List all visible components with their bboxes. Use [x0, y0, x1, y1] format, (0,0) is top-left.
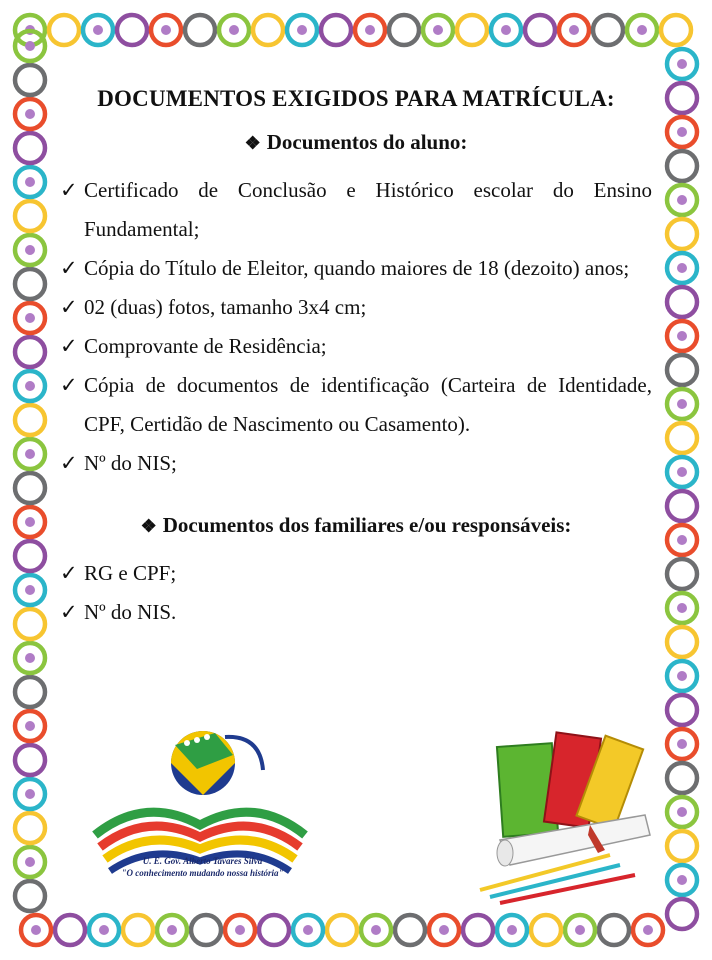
document-body	[60, 80, 652, 632]
border-dot	[677, 331, 687, 341]
border-ring	[117, 15, 147, 45]
border-ring	[123, 915, 153, 945]
border-ring	[49, 15, 79, 45]
checkmark-icon: ✓	[60, 451, 78, 475]
border-ring	[667, 695, 697, 725]
checkmark-icon: ✓	[60, 178, 78, 202]
border-dot	[677, 59, 687, 69]
school-motto: "O conhecimento mudando nossa história"	[121, 868, 284, 878]
border-dot	[25, 177, 35, 187]
books-diploma-illustration	[470, 725, 660, 905]
border-ring	[15, 813, 45, 843]
border-ring	[395, 915, 425, 945]
border-ring	[185, 15, 215, 45]
border-ring	[599, 915, 629, 945]
diamond-bullet-icon: ❖	[140, 516, 157, 536]
border-ring	[15, 609, 45, 639]
border-dot	[229, 25, 239, 35]
border-dot	[25, 41, 35, 51]
border-dot	[439, 925, 449, 935]
border-ring	[667, 355, 697, 385]
border-dot	[235, 925, 245, 935]
checkmark-icon: ✓	[60, 295, 78, 319]
border-ring	[327, 915, 357, 945]
border-ring	[667, 83, 697, 113]
border-dot	[303, 925, 313, 935]
border-dot	[25, 653, 35, 663]
checkmark-icon: ✓	[60, 373, 78, 397]
border-dot	[677, 535, 687, 545]
border-dot	[93, 25, 103, 35]
student-documents-list	[60, 171, 652, 483]
border-ring	[259, 915, 289, 945]
student-section-heading	[60, 130, 652, 155]
border-dot	[161, 25, 171, 35]
border-ring	[531, 915, 561, 945]
border-dot	[99, 925, 109, 935]
border-ring	[667, 899, 697, 929]
border-dot	[365, 25, 375, 35]
border-dot	[575, 925, 585, 935]
border-dot	[25, 381, 35, 391]
family-section-heading	[60, 513, 652, 538]
checkmark-icon: ✓	[60, 334, 78, 358]
border-dot	[167, 925, 177, 935]
border-dot	[677, 807, 687, 817]
border-ring	[667, 219, 697, 249]
family-documents-list	[60, 554, 652, 632]
border-dot	[677, 671, 687, 681]
border-dot	[507, 925, 517, 935]
border-ring	[15, 473, 45, 503]
border-ring	[457, 15, 487, 45]
border-ring	[55, 915, 85, 945]
border-ring	[389, 15, 419, 45]
border-dot	[501, 25, 511, 35]
border-ring	[15, 269, 45, 299]
border-dot	[297, 25, 307, 35]
border-ring	[15, 201, 45, 231]
border-ring	[191, 915, 221, 945]
border-dot	[25, 585, 35, 595]
list-item: ✓ RG e CPF;	[60, 554, 652, 593]
border-dot	[677, 127, 687, 137]
border-ring	[15, 65, 45, 95]
list-item: ✓ Certificado de Conclusão e Histórico escolar do Ensino Fundamental;	[60, 171, 652, 249]
border-dot	[677, 467, 687, 477]
border-ring	[667, 287, 697, 317]
border-dot	[677, 263, 687, 273]
border-ring	[463, 915, 493, 945]
student-section-heading-text: Documentos do aluno:	[266, 130, 468, 154]
border-ring	[321, 15, 351, 45]
border-dot	[677, 603, 687, 613]
checkmark-icon: ✓	[60, 561, 78, 585]
border-ring	[15, 745, 45, 775]
border-dot	[643, 925, 653, 935]
border-dot	[25, 857, 35, 867]
border-dot	[25, 517, 35, 527]
border-dot	[25, 449, 35, 459]
list-item: ✓ Cópia de documentos de identificação (Carteira de Identidade, CPF, Certidão de Nascimento ou Casamento).	[60, 366, 652, 444]
border-ring	[15, 881, 45, 911]
border-ring	[593, 15, 623, 45]
border-dot	[371, 925, 381, 935]
border-dot	[637, 25, 647, 35]
border-ring	[667, 559, 697, 589]
border-ring	[15, 541, 45, 571]
list-item: ✓ 02 (duas) fotos, tamanho 3x4 cm;	[60, 288, 652, 327]
border-ring	[667, 627, 697, 657]
border-ring	[15, 677, 45, 707]
border-dot	[677, 875, 687, 885]
list-item: ✓ Nº do NIS;	[60, 444, 652, 483]
border-dot	[677, 399, 687, 409]
border-dot	[569, 25, 579, 35]
border-ring	[525, 15, 555, 45]
checkmark-icon: ✓	[60, 256, 78, 280]
border-ring	[253, 15, 283, 45]
border-ring	[661, 15, 691, 45]
border-ring	[667, 763, 697, 793]
border-ring	[667, 491, 697, 521]
border-ring	[667, 423, 697, 453]
logo-caption	[95, 855, 310, 879]
border-dot	[433, 25, 443, 35]
list-item: ✓ Comprovante de Residência;	[60, 327, 652, 366]
page-title: DOCUMENTOS EXIGIDOS PARA MATRÍCULA:	[97, 86, 615, 111]
border-ring	[15, 337, 45, 367]
family-section-heading-text: Documentos dos familiares e/ou responsáveis:	[162, 513, 572, 537]
list-item: ✓ Nº do NIS.	[60, 593, 652, 632]
border-ring	[15, 133, 45, 163]
diamond-bullet-icon: ❖	[244, 133, 261, 153]
border-ring	[667, 831, 697, 861]
border-dot	[31, 925, 41, 935]
school-name: U. E. Gov. Alberto Tavares Silva	[142, 856, 263, 866]
border-ring	[15, 405, 45, 435]
border-dot	[25, 245, 35, 255]
border-dot	[25, 721, 35, 731]
border-dot	[677, 195, 687, 205]
border-dot	[677, 739, 687, 749]
border-dot	[25, 313, 35, 323]
border-ring	[667, 151, 697, 181]
border-dot	[25, 109, 35, 119]
border-dot	[25, 789, 35, 799]
checkmark-icon: ✓	[60, 600, 78, 624]
list-item: ✓ Cópia do Título de Eleitor, quando maiores de 18 (dezoito) anos;	[60, 249, 652, 288]
